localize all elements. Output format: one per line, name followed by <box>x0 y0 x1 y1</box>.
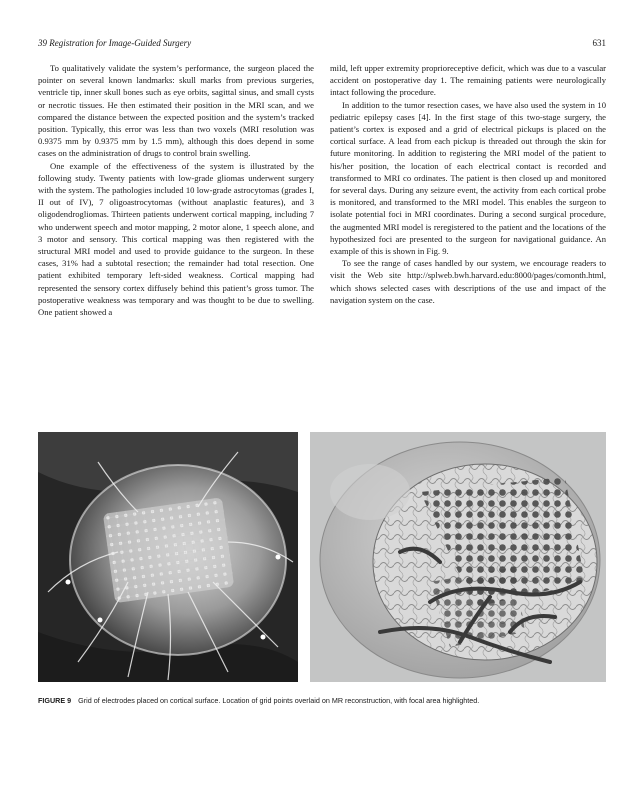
figure-caption-text: Grid of electrodes placed on cortical surface. Location of grid points overlaid on MR reconstruction, with focal area highlighted. <box>78 696 480 705</box>
paragraph: To qualitatively validate the system’s performance, the surgeon placed the pointer on several known landmarks: skull marks from previous surgeries, ventricle tip, inner skull bones such as eye orbits, sagittal sinus, and small cysts or necrotic tissues. He then estimated their position in the MRI scan, and we compared the distance between the expected position and the system’s tracked position. Typically, this error was less than two voxels (MRI resolution was 0.9375 mm by 0.9375 mm by 1.5 mm), although this does depend in some cases on the administration of drugs to control brain swelling. <box>38 63 314 159</box>
paragraph: To see the range of cases handled by our system, we encourage readers to visit the Web site http://splweb.bwh.harvard.edu:8000/pages/comonth.html, which shows selected cases with descriptions of the use and impact of the navigation system on the case. <box>330 258 606 305</box>
chapter-title: 39 Registration for Image-Guided Surgery <box>38 38 192 48</box>
mr-reconstruction-render <box>310 432 606 682</box>
running-header <box>38 38 606 50</box>
figure-caption <box>38 696 606 706</box>
paragraph: One example of the effectiveness of the system is illustrated by the following study. Twenty patients with low-grade gliomas underwent surgery with the system. The pathologies included 10 low-grade astrocytomas (grades I, II out of IV), 7 oligoastrocytomas (without anaplastic features), and 3 oligodendrogliomas. Thirteen patients underwent cortical mapping, including 7 who underwent speech and motor mapping, 2 motor alone, 1 speech alone, and 3 motor and sensory. This cortical mapping was then registered with the structural MRI model and used to provide guidance to the surgeon. In these cases, 31% had a subtotal resection; the remainder had total resection. One patient exhibited temporary left-sided weakness. Cortical mapping had represented the sensory cortex diffusely behind this patient’s gross tumor. The postoperative weakness was temporary and was thought to be due to swelling. One patient showed a <box>38 160 314 318</box>
left-text-column <box>38 62 314 318</box>
paragraph: mild, left upper extremity proprioreceptive deficit, which was due to a vascular accident on postoperative day 1. The remaining patients were neurologically intact following the procedure. <box>330 63 606 98</box>
right-text-column <box>330 62 606 306</box>
page-number: 631 <box>592 38 606 48</box>
electrode-grid-photo <box>38 432 298 682</box>
figure-9 <box>38 432 606 684</box>
mr-reconstruction-illustration <box>310 432 606 682</box>
paragraph: In addition to the tumor resection cases, we have also used the system in 10 pediatric epilepsy cases [4]. In the first stage of this two-stage surgery, the patient’s cortex is exposed and a grid of electrical pickups is placed on the cortical surface. A lead from each pickup is threaded out through the skin for future monitoring. In addition to registering the MRI model of the patient to his/her position, the location of each electrical contact is recorded and transformed to MRI co ordinates. The patient is then closed up and monitored for several days. During any seizure event, the activity from each cortical probe is monitored, and transformed to the MRI model. This enables the surgeon to isolate potential foci in MRI coordinates. During a second surgical procedure, the augmented MRI model is reregistered to the patient and the locations of the hypothesized foci are presented to the surgeon for navigational guidance. An example of this is shown in Fig. 9. <box>330 99 606 257</box>
electrode-grid-photo-illustration <box>38 432 298 682</box>
figure-label: FIGURE 9 <box>38 696 72 705</box>
